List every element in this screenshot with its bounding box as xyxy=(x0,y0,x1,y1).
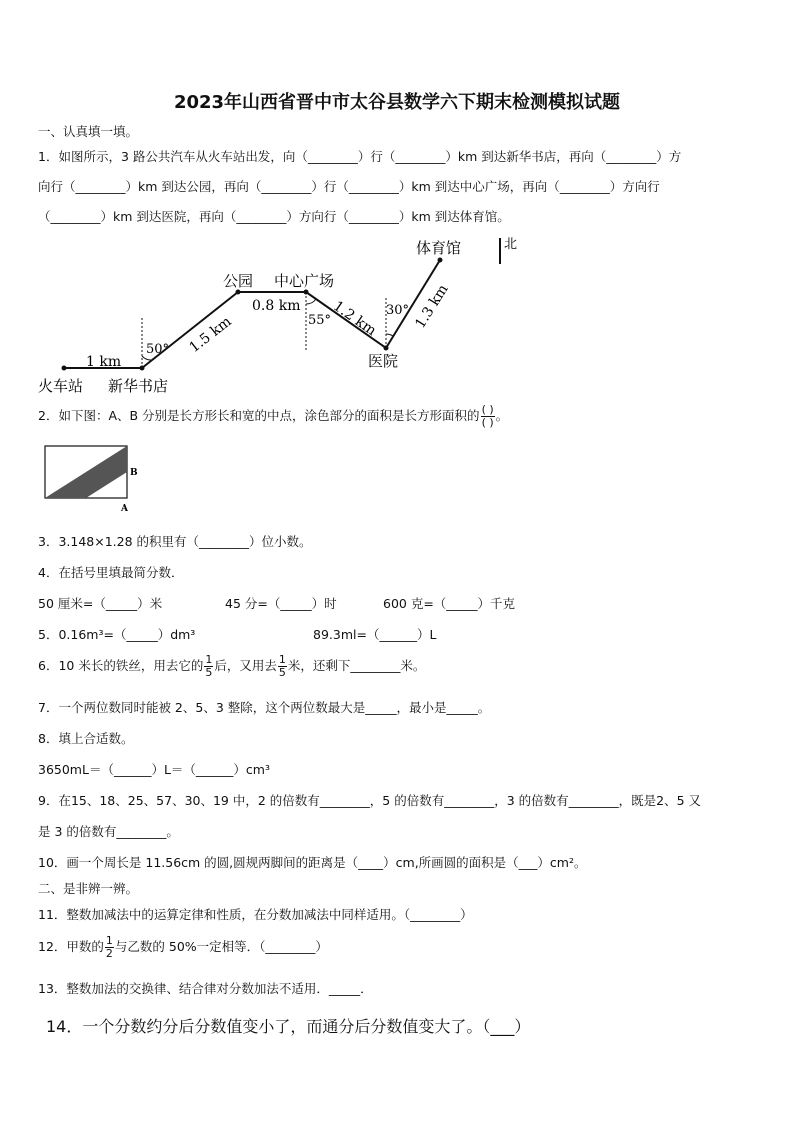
angle-label-50: 50° xyxy=(146,342,170,357)
question-2-fraction-numerator: ( ) xyxy=(481,403,494,416)
question-2-end: 。 xyxy=(495,408,509,423)
distance-1: 1 km xyxy=(86,354,122,370)
question-4-part-c: 600 克=（_____）千克 xyxy=(383,596,516,611)
label-train-station: 火车站 xyxy=(38,377,84,395)
label-b: B xyxy=(130,468,138,478)
question-4-part-a: 50 厘米=（_____）米 xyxy=(38,596,163,611)
question-2-text: 2．如下图：A、B 分别是长方形长和宽的中点，涂色部分的面积是长方形面积的 xyxy=(38,408,480,423)
route-map xyxy=(30,228,550,400)
question-14: 14．一个分数约分后分数值变小了，而通分后分数值变大了。（___） xyxy=(46,1017,531,1036)
question-11: 11．整数加减法中的运算定律和性质，在分数加减法中同样适用。（________） xyxy=(38,907,473,922)
distance-4: 1.2 km xyxy=(330,298,380,340)
question-2-fraction xyxy=(481,404,495,429)
question-7: 7．一个两位数同时能被 2、5、3 整除，这个两位数最大是_____，最小是_____。 xyxy=(38,700,491,715)
question-6-text-a: 6．10 米长的铁丝，用去它的 xyxy=(38,658,204,673)
angle-label-55: 55° xyxy=(308,313,332,328)
label-bookstore: 新华书店 xyxy=(108,377,169,395)
question-5-part-b: 89.3ml=（______）L xyxy=(313,627,437,642)
question-4: 4．在括号里填最简分数． xyxy=(38,565,184,580)
question-1-line-1: 1．如图所示，3 路公共汽车从火车站出发，向（________）行（________）km 到达新华书店，再向（________）方 xyxy=(38,149,682,164)
question-2-fraction-denominator: ( ) xyxy=(481,416,494,429)
question-6-fraction-1 xyxy=(204,654,213,679)
label-square: 中心广场 xyxy=(274,272,335,290)
question-10: 10．画一个周长是 11.56cm 的圆,圆规两脚间的距离是（____）cm,所画圆的面积是（___）cm²。 xyxy=(38,855,587,870)
question-6-fraction-2-denominator: 5 xyxy=(278,666,286,679)
question-12 xyxy=(38,934,328,960)
question-6 xyxy=(38,653,425,679)
section-1-heading: 一、认真填一填。 xyxy=(38,124,139,139)
question-12-fraction-numerator: 1 xyxy=(105,934,113,947)
label-hospital: 医院 xyxy=(368,352,399,370)
distance-2: 1.5 km xyxy=(186,313,235,357)
question-6-fraction-2-numerator: 1 xyxy=(278,653,286,666)
question-12-text-a: 12．甲数的 xyxy=(38,939,104,954)
question-6-fraction-1-numerator: 1 xyxy=(205,653,213,666)
question-6-fraction-2 xyxy=(278,654,287,679)
point-park xyxy=(236,290,241,295)
question-1-line-3: （________）km 到达医院，再向（________）方向行（________）km 到达体育馆。 xyxy=(38,209,510,224)
question-2 xyxy=(38,404,508,429)
label-a: A xyxy=(121,504,128,514)
north-label: 北 xyxy=(504,237,518,252)
question-1-line-2: 向行（________）km 到达公园，再向（________）行（________）km 到达中心广场，再向（________）方向行 xyxy=(38,179,660,194)
page-title: 2023年山西省晋中市太谷县数学六下期末检测模拟试题 xyxy=(173,92,621,113)
question-5-part-a: 5．0.16m³=（_____）dm³ xyxy=(38,627,196,642)
question-12-fraction xyxy=(105,935,114,960)
label-gym: 体育馆 xyxy=(416,239,462,257)
question-6-fraction-1-denominator: 5 xyxy=(205,666,213,679)
label-park: 公园 xyxy=(223,272,254,290)
question-8: 8．填上合适数。 xyxy=(38,731,134,746)
question-6-text-c: 米，还剩下________米。 xyxy=(287,658,426,673)
distance-5: 1.3 km xyxy=(412,281,452,332)
question-13: 13．整数加法的交换律、结合律对分数加法不适用．_____． xyxy=(38,981,373,996)
question-12-text-b: 与乙数的 50%一定相等．（________） xyxy=(114,939,328,954)
section-2-heading: 二、是非辨一辨。 xyxy=(38,881,139,896)
question-4-part-b: 45 分=（_____）时 xyxy=(225,596,337,611)
question-9-line-1: 9．在15、18、25、57、30、19 中，2 的倍数有________，5 的倍数有________，3 的倍数有________，既是2、5 又 xyxy=(38,793,702,808)
angle-label-30: 30° xyxy=(386,303,410,318)
point-gym xyxy=(438,258,443,263)
question-8-equation: 3650mL＝（______）L＝（______）cm³ xyxy=(38,762,270,777)
question-3: 3．3.148×1.28 的积里有（________）位小数。 xyxy=(38,534,312,549)
point-train-station xyxy=(62,366,67,371)
angle-arc-55 xyxy=(306,299,316,304)
question-6-text-b: 后，又用去 xyxy=(214,658,277,673)
question-12-fraction-denominator: 2 xyxy=(105,947,113,960)
rectangle-figure xyxy=(40,440,140,516)
question-9-line-2: 是 3 的倍数有________。 xyxy=(38,824,179,839)
angle-arc-30 xyxy=(386,334,393,336)
distance-3: 0.8 km xyxy=(252,298,301,314)
